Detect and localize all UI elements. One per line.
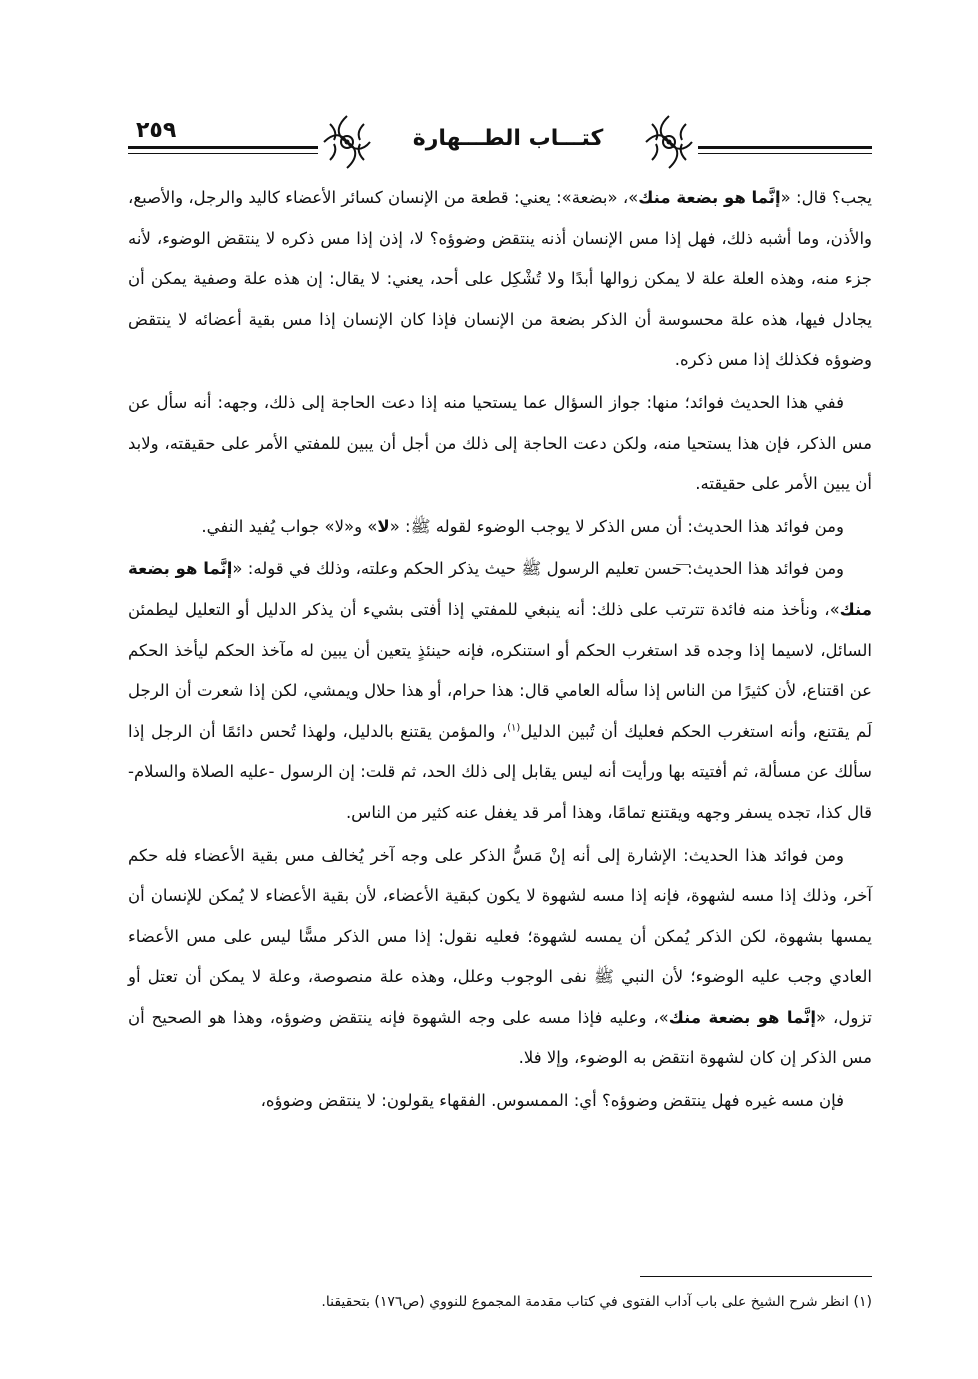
paragraph-5-seg-3: »، وعليه فإذا مسه على وجه الشهوة فإنه ينتقض وضوؤه، وهذا هو الصحيح أن مس الذكر إن كان لشهوة انتقض به الوضوء، وإلا فلا. (128, 1007, 872, 1068)
paragraph-3-seg-3: » و«لا» جواب يُفيد النفي. (201, 516, 378, 536)
paragraph-5-hadith-quote: إنَّما هو بضعة منك (668, 1007, 817, 1027)
paragraph-4-hadith-quote: إنَّما هو بضعة منك (128, 559, 872, 619)
paragraph-6-seg-1: فإن مسه غيره فهل ينتقض وضوؤه؟ أي: الممسوس. الفقهاء يقولون: لا ينتقض وضوؤه، (260, 1091, 844, 1111)
paragraph-2-seg-1: ففي هذا الحديث فوائد؛ منها: جواز السؤال عما يستحيا منه إذا دعت الحاجة إلى ذلك، وجهه: أنه سأل عن مس الذكر، فإن هذا يستحيا منه، ولكن دعت الحاجة إلى ذلك من أجل أن يبين للمفتي الأمر على حقيقته، ولابد أن يبين الأمر على حقيقته. (128, 392, 872, 494)
paragraph-3-hadith-quote: لا (377, 516, 390, 536)
paragraph-1 (128, 178, 872, 381)
header-title-box (318, 112, 698, 172)
paragraph-3 (128, 507, 872, 548)
paragraph-5-seg-1: ومن فوائد هذا الحديث: الإشارة إلى أنه إنْ مَسُّ الذكر على وجه آخر يُخالف مس بقية الأعضاء فله حكم آخر، وذلك إذا مسه لشهوة، فإنه إذا مسه لشهوة لا يكون كبقية الأعضاء، لأن بقية الأعضاء لا يُمكن للإنسان أن يمسها بشهوة، لكن الذكر يُمكن أن يمسه لشهوة؛ فعليه نقول: إذا مس الذكر مسًّا ليس على مس الأعضاء العادي وجب عليه الوضوء؛ لأن النبي ﷺ نفى الوجوب وعلل، وهذه علة منصوصة، وعلة لا يمكن أن تعتل أو تزول، « (128, 845, 873, 1027)
paragraph-4 (128, 549, 872, 833)
paragraph-3-seg-1: ومن فوائد هذا الحديث: أن مس الذكر لا يوجب الوضوء لقوله ﷺ: « (389, 516, 844, 536)
page-header (128, 112, 872, 172)
paragraph-1-seg-1: يجب؟ قال: « (780, 188, 873, 207)
paragraph-2 (128, 383, 872, 505)
stray-mark (676, 564, 690, 565)
footnote: (١) انظر شرح الشيخ على باب آداب الفتوى في كتاب مقدمة المجموع للنووي (ص١٧٦) بتحقيقنا. (321, 1294, 872, 1310)
paragraph-1-hadith-quote: إنَّما هو بضعة منك (638, 188, 781, 207)
paragraph-1-seg-3: »، «بضعة»: يعني: قطعة من الإنسان كسائر الأعضاء كاليد والرجل، والأصبع، والأذن، وما أشبه ذلك، فهل إذا مس الإنسان أذنه ينتقض وضوؤه؟ لا، إذن إذا مس ذكره لا ينتقض الوضوء، لأنه جزء منه، وهذه العلة علة لا يمكن زوالها أبدًا ولا تُشْكِل على أحد، يعني: لا يقال: إن هذه علة وصفية يمكن أن يجادل فيها، هذه علة محسوسة أن الذكر بضعة من الإنسان فإذا كان الإنسان إذا مس بقية أعضائه لا ينتقض وضوؤه فكذلك إذا مس ذكره. (128, 188, 872, 370)
ornament-right-icon (640, 112, 698, 172)
paragraph-5 (128, 836, 872, 1080)
ornament-left-icon (318, 112, 376, 172)
body-text (128, 178, 872, 1122)
paragraph-4-seg-3: »، ونأخذ منه فائدة تترتب على ذلك: أنه ينبغي للمفتي إذا أفتى بشيء أن يذكر الدليل أو التعليل ليطمئن السائل، لاسيما إذا وجده قد استغرب الحكم أو استنكره، فإنه حينئذٍ يتعين أن يبين له مآخذ الحكم ليأخذ الحكم عن اقتناع، لأن كثيرًا من الناس إذا سأله العامي قال: هذا حرام، أو هذا حلال ويمشي، لكن إذا شعرت أن الرجل لَم يقتنع، وأنه استغرب الحكم فعليك أن تُبين الدليل (128, 599, 872, 741)
footnote-ref[interactable]: (١) (507, 722, 521, 734)
paragraph-6 (128, 1081, 872, 1122)
footnote-rule (640, 1276, 872, 1277)
page-number: ٢٥٩ (132, 118, 180, 143)
paragraph-4-seg-1: ومن فوائد هذا الحديث: حسن تعليم الرسول ﷺ حيث يذكر الحكم وعلته، وذلك في قوله: « (232, 559, 845, 579)
paragraph-4-seg-5: ، والمؤمن يقتنع بالدليل، ولهذا تُحس دائمًا أن الرجل إذا سألك عن مسألة، ثم أفتيته بها ورأيت أنه ليس يقابل إلى ذلك الحد، ثم قلت: إن الرسول -عليه الصلاة والسلام- قال كذا، تجده يسفر وجهه ويقتنع تمامًا، وهذا أمر قد يغفل عنه كثير من الناس. (128, 721, 872, 822)
header-title: كتـــاب الطـــهارة (412, 126, 604, 151)
